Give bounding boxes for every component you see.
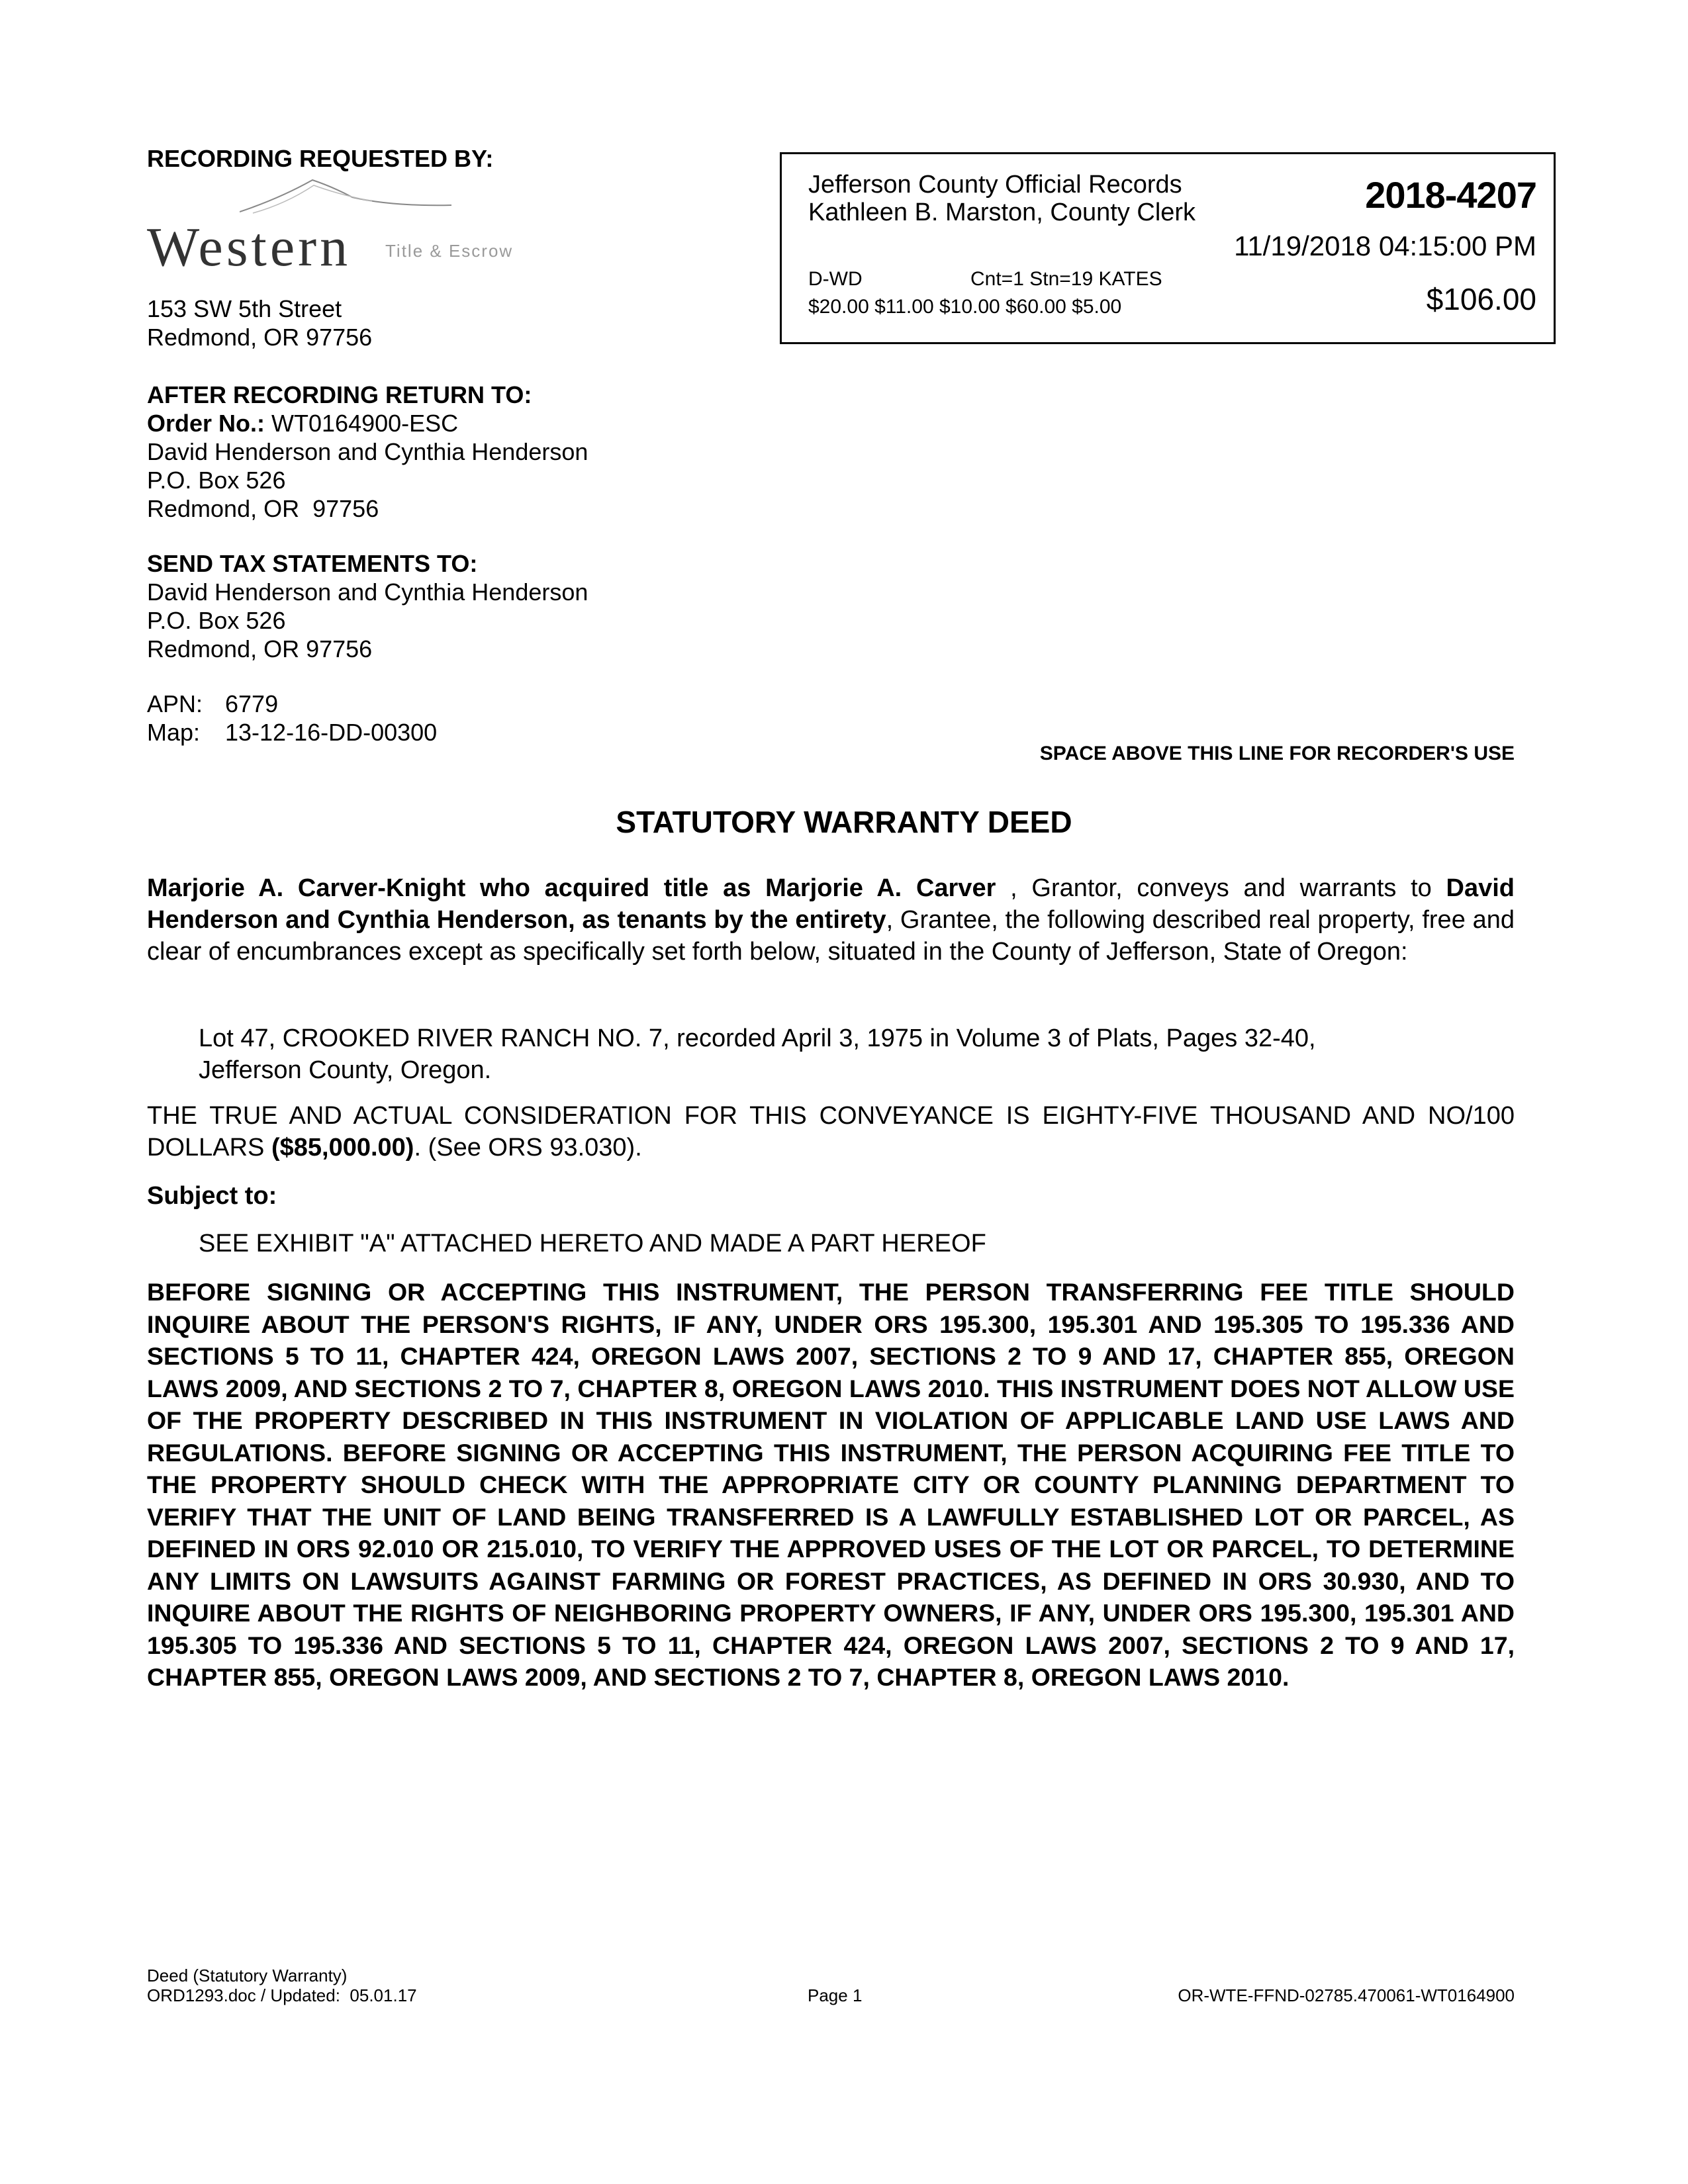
requester-address-line1: 153 SW 5th Street <box>147 295 342 322</box>
recording-counts: Cnt=1 Stn=19 KATES <box>970 268 1162 290</box>
return-to-name: David Henderson and Cynthia Henderson <box>147 438 588 465</box>
requester-address <box>147 295 372 351</box>
recording-timestamp: 11/19/2018 04:15:00 PM <box>1234 230 1536 261</box>
map-label: Map: <box>147 719 201 746</box>
recorder-clerk: Kathleen B. Marston, County Clerk <box>808 199 1196 226</box>
consideration-text-2: . (See ORS 93.030). <box>414 1134 642 1161</box>
consideration-paragraph <box>147 1100 1515 1163</box>
parcel-block <box>147 690 437 747</box>
order-number-label: Order No.: <box>147 410 265 437</box>
tax-statements-block <box>147 549 588 663</box>
recording-fees: $20.00 $11.00 $10.00 $60.00 $5.00 <box>808 296 1122 318</box>
order-number-value: WT0164900-ESC <box>271 410 459 437</box>
legal-description-line2: Jefferson County, Oregon. <box>199 1056 492 1084</box>
tax-statements-address-line2: Redmond, OR 97756 <box>147 635 373 662</box>
return-to-address-line1: P.O. Box 526 <box>147 467 286 494</box>
apn-row <box>147 690 437 718</box>
recording-total: $106.00 <box>1426 282 1536 316</box>
map-row <box>147 718 437 747</box>
consideration-amount: ($85,000.00) <box>271 1134 414 1161</box>
legal-description-line1: Lot 47, CROOKED RIVER RANCH NO. 7, recorded April 3, 1975 in Volume 3 of Plats, Pages 32-40, <box>199 1024 1316 1052</box>
document-title: STATUTORY WARRANTY DEED <box>616 805 1072 839</box>
return-to-heading: AFTER RECORDING RETURN TO: <box>147 381 532 408</box>
document-number: 2018-4207 <box>1365 174 1536 216</box>
page-number: Page 1 <box>808 1985 863 2005</box>
footer-form-info <box>147 1966 417 2005</box>
mountain-logo-icon <box>240 172 478 218</box>
return-to-address-line2: Redmond, OR 97756 <box>147 495 379 522</box>
subject-to-label: Subject to: <box>147 1182 277 1210</box>
map-value: 13-12-16-DD-00300 <box>225 719 438 746</box>
recorder-stamp-box <box>780 152 1556 344</box>
tax-statements-name: David Henderson and Cynthia Henderson <box>147 578 588 606</box>
grantor-name: Marjorie A. Carver-Knight who acquired title as Marjorie A. Carver <box>147 874 996 902</box>
consideration-text-1: THE TRUE AND ACTUAL CONSIDERATION FOR THIS CONVEYANCE IS EIGHTY-FIVE THOUSAND AND NO/100 DOLLARS <box>147 1102 1515 1161</box>
grant-text-1: , Grantor, conveys and warrants to <box>996 874 1446 902</box>
western-logo <box>147 172 544 278</box>
grant-paragraph <box>147 872 1515 968</box>
footer-form-name: Deed (Statutory Warranty) <box>147 1966 348 1985</box>
order-number <box>147 409 588 437</box>
apn-value: 6779 <box>225 690 279 717</box>
document-type: D-WD <box>808 268 863 290</box>
recording-requested-heading: RECORDING REQUESTED BY: <box>147 145 494 172</box>
recorder-office: Jefferson County Official Records <box>808 171 1182 199</box>
subject-to-text: SEE EXHIBIT "A" ATTACHED HERETO AND MADE A PART HEREOF <box>199 1230 986 1257</box>
grant-text-2: , Grantee, the following described real property, free and clear of encumbrances except as specifically set forth below, situated in the County of Jefferson, State of Oregon: <box>147 906 1515 966</box>
legal-description <box>199 1023 1509 1086</box>
apn-label: APN: <box>147 690 203 717</box>
logo-wordmark: Western <box>147 216 352 278</box>
footer-form-file: ORD1293.doc / Updated: 05.01.17 <box>147 1985 417 2005</box>
tax-statements-address-line1: P.O. Box 526 <box>147 607 286 634</box>
footer-reference: OR-WTE-FFND-02785.470061-WT0164900 <box>1178 1985 1515 2005</box>
requester-address-line2: Redmond, OR 97756 <box>147 324 373 351</box>
recorder-use-note: SPACE ABOVE THIS LINE FOR RECORDER'S USE <box>1039 743 1515 764</box>
return-to-block <box>147 381 588 523</box>
grantee-name: David Henderson and Cynthia Henderson, as tenants by the entirety <box>147 874 1515 934</box>
tax-statements-heading: SEND TAX STATEMENTS TO: <box>147 550 478 577</box>
logo-subtitle: Title & Escrow <box>385 241 514 261</box>
land-use-warning: BEFORE SIGNING OR ACCEPTING THIS INSTRUMENT, THE PERSON TRANSFERRING FEE TITLE SHOULD INQUIRE ABOUT THE PERSON'S RIGHTS, IF ANY, UNDER ORS 195.300, 195.301 AND 195.305 TO 195.336 AND SECTIONS 5 TO 11, CHAPTER 424, OREGON LAWS 2007, SECTIONS 2 TO 9 AND 17, CHAPTER 855, OREGON LAWS 2009, AND SECTIONS 2 TO 7, CHAPTER 8, OREGON LAWS 2010. THIS INSTRUMENT DOES NOT ALLOW USE OF THE PROPERTY DESCRIBED IN THIS INSTRUMENT IN VIOLATION OF APPLICABLE LAND USE LAWS AND REGULATIONS. BEFORE SIGNING OR ACCEPTING THIS INSTRUMENT, THE PERSON ACQUIRING FEE TITLE TO THE PROPERTY SHOULD CHECK WITH THE APPROPRIATE CITY OR COUNTY PLANNING DEPARTMENT TO VERIFY THAT THE UNIT OF LAND BEING TRANSFERRED IS A LAWFULLY ESTABLISHED LOT OR PARCEL, AS DEFINED IN ORS 92.010 OR 215.010, TO VERIFY THE APPROVED USES OF THE LOT OR PARCEL, TO DETERMINE ANY LIMITS ON LAWSUITS AGAINST FARMING OR FOREST PRACTICES, AS DEFINED IN ORS 30.930, AND TO INQUIRE ABOUT THE RIGHTS OF NEIGHBORING PROPERTY OWNERS, IF ANY, UNDER ORS 195.300, 195.301 AND 195.305 TO 195.336 AND SECTIONS 5 TO 11, CHAPTER 424, OREGON LAWS 2007, SECTIONS 2 TO 9 AND 17, CHAPTER 855, OREGON LAWS 2009, AND SECTIONS 2 TO 7, CHAPTER 8, OREGON LAWS 2010. <box>147 1278 1515 1691</box>
